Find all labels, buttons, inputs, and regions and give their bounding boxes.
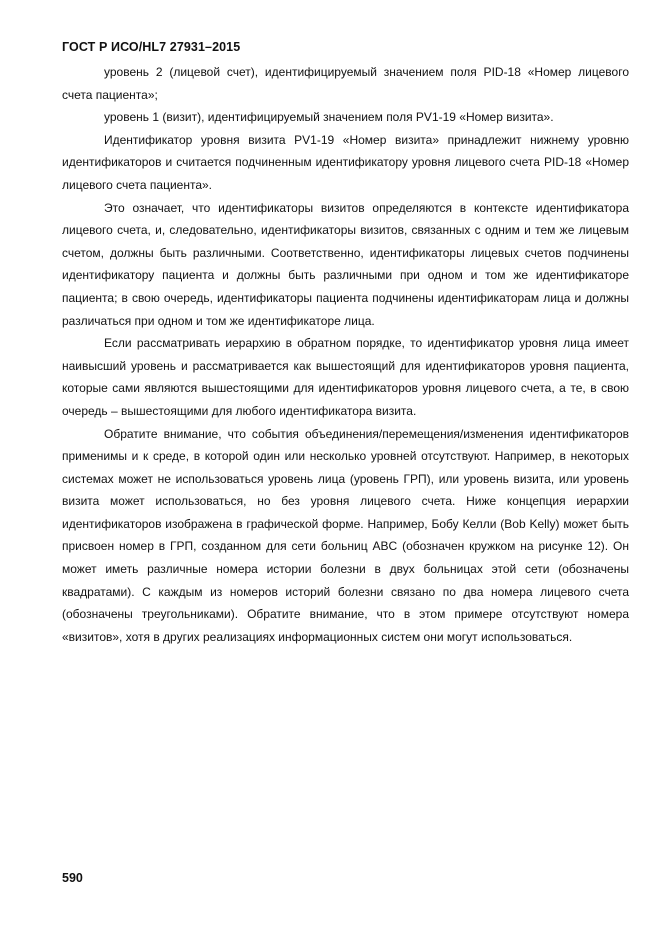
document-header: ГОСТ Р ИСО/HL7 27931–2015 [62, 40, 241, 54]
paragraph-level-1: уровень 1 (визит), идентифицируемый значением поля PV1-19 «Номер визита». [104, 110, 554, 125]
paragraph-note: Обратите внимание, что события объединения/перемещения/изменения идентификаторов применимы и к среде, в которой один или несколько уровней отсутствуют. Например, в некоторых системах может не использоваться уровень лица (уровень ГРП), или уровень визита, или уровень визита может использоваться, но без уровня лицевого счета. Ниже концепция иерархии идентификаторов изображена в графической форме. Например, Бобу Келли (Bob Kelly) может быть присвоен номер в ГРП, созданном для сети больниц ABC (обозначен кружком на рисунке 12). Он может иметь различные номера истории болезни в двух больницах этой сети (обозначены квадратами). С каждым из номеров историй болезни связано по два номера лицевого счета (обозначены треугольниками). Обратите внимание, что в этом примере отсутствуют номера «визитов», хотя в других реализациях информационных систем они могут использоваться. [62, 426, 629, 644]
paragraph-level-2: уровень 2 (лицевой счет), идентифицируемый значением поля PID-18 «Номер лицевого счета пациента»; [62, 65, 629, 102]
paragraph-reverse-hierarchy: Если рассматривать иерархию в обратном порядке, то идентификатор уровня лица имеет наивысший уровень и рассматривается как вышестоящий для идентификаторов уровня пациента, которые сами являются вышестоящими для идентификаторов уровня лицевого счета, а те, в свою очередь – вышестоящими для любого идентификатора визита. [62, 336, 629, 418]
page-number: 590 [62, 871, 83, 885]
paragraph-visit-identifier: Идентификатор уровня визита PV1-19 «Номер визита» принадлежит нижнему уровню идентификаторов и считается подчиненным идентификатору уровня лицевого счета PID-18 «Номер лицевого счета пациента». [62, 132, 629, 192]
paragraph-context: Это означает, что идентификаторы визитов определяются в контексте идентификатора лицевого счета, и, следовательно, идентификаторы визитов, связанных с одним и тем же лицевым счетом, должны быть различными. Соответственно, идентификаторы лицевых счетов подчинены идентификатору пациента и должны быть различными при одном и том же идентификаторе пациента; в свою очередь, идентификаторы пациента подчинены идентификаторам лица и должны различаться при одном и том же идентификаторе лица. [62, 200, 629, 328]
document-body [62, 61, 629, 648]
